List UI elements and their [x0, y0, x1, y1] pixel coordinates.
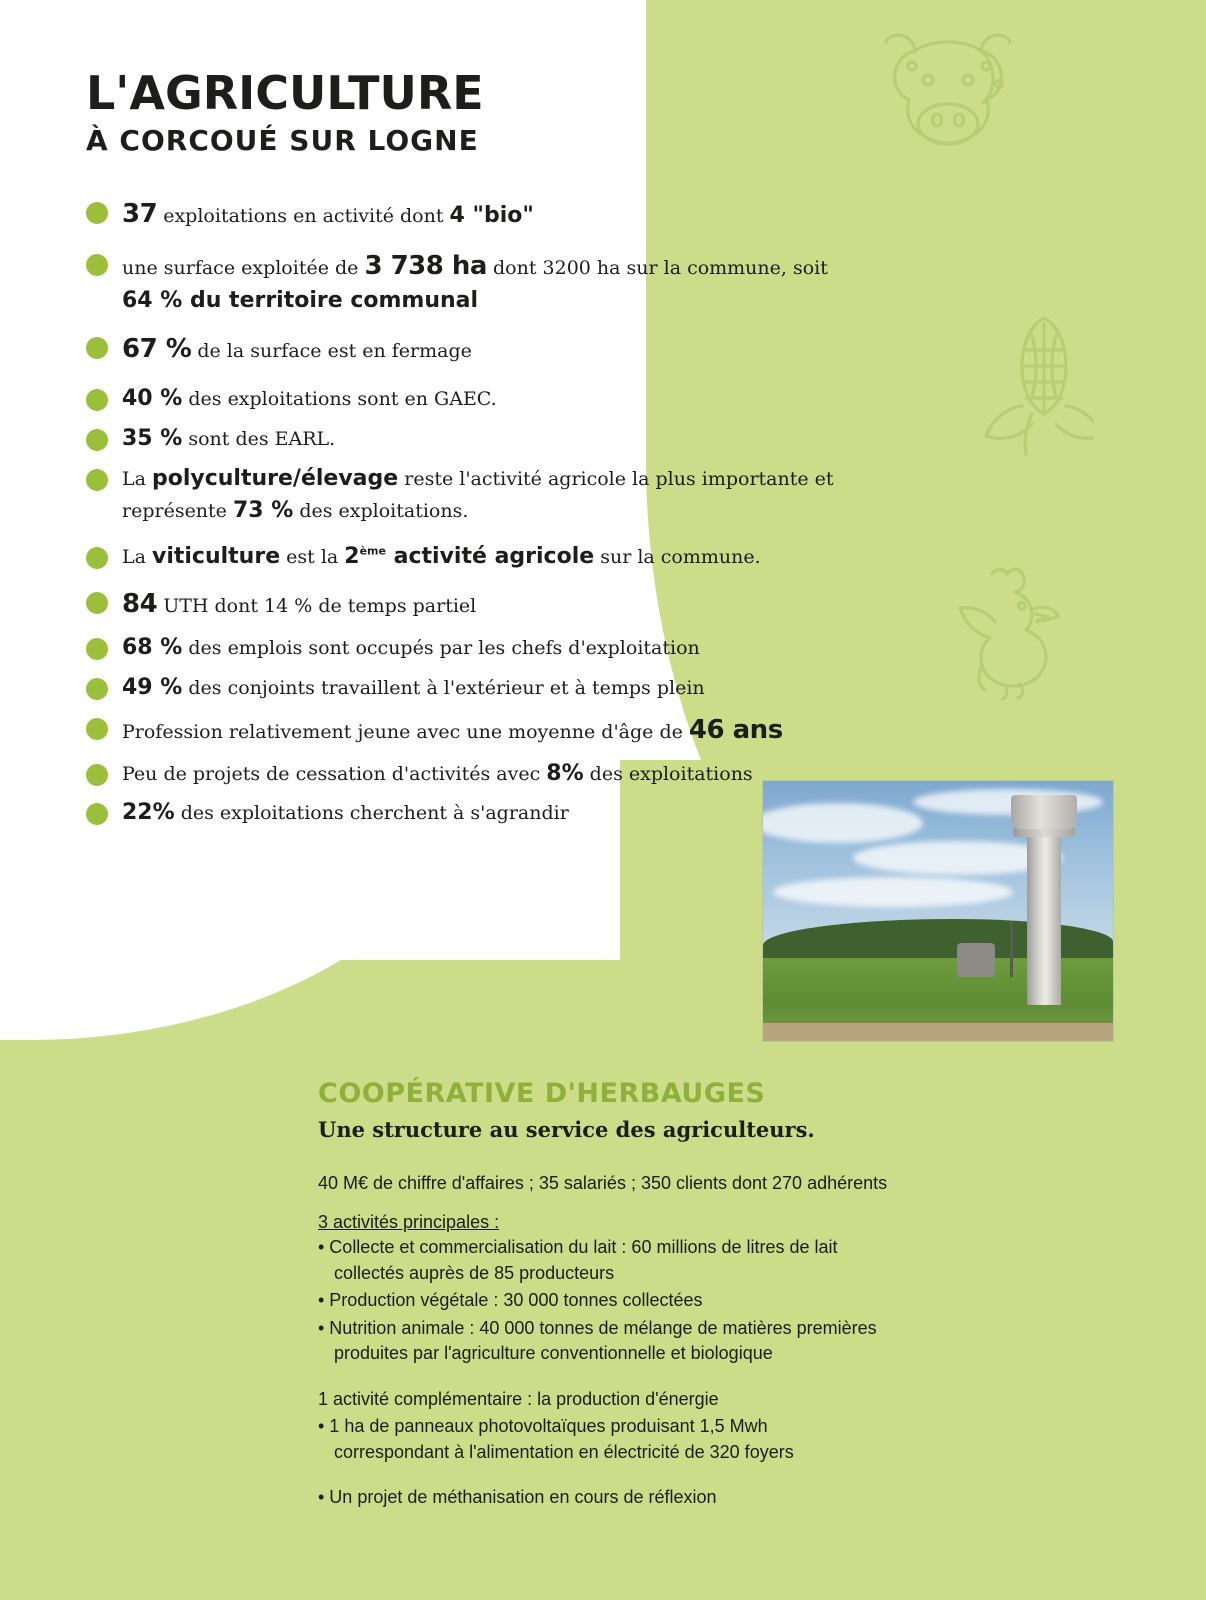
fact-part: des exploitations sont en GAEC.: [182, 387, 497, 410]
fact-item-emplois-chefs: [86, 632, 846, 664]
fact-text: [122, 758, 753, 790]
cooperative-figures: 40 M€ de chiffre d'affaires ; 35 salariés ; 350 clients dont 270 adhérents: [318, 1173, 888, 1193]
fact-part: 46 ans: [688, 714, 783, 745]
bullet-icon: [86, 547, 108, 569]
cooperative-subtitle: Une structure au service des agriculteurs.: [318, 1117, 815, 1142]
photo-cloud: [773, 877, 1013, 907]
fact-part: exploitations en activité dont: [157, 205, 450, 227]
fact-part: Profession relativement jeune avec une moyenne d'âge de: [122, 720, 689, 743]
fact-item-viticulture: [86, 541, 846, 573]
corn-icon: [974, 310, 1094, 465]
fact-item-polyculture: [86, 463, 846, 527]
fact-text: [122, 586, 476, 624]
fact-part: UTH dont 14 % de temps partiel: [157, 595, 477, 618]
fact-part: reste l'activité agricole la plus importante et représente: [122, 467, 834, 522]
fact-part: 35 %: [122, 425, 183, 451]
fact-item-earl: [86, 423, 846, 455]
hen-icon: [936, 560, 1066, 705]
fact-text: [122, 331, 472, 369]
bullet-icon: [86, 469, 108, 491]
fact-part: 84: [122, 589, 158, 620]
fact-part: une surface exploitée de: [122, 256, 365, 279]
page-subtitle: À CORCOUÉ SUR LOGNE: [86, 124, 479, 157]
page-title: L'AGRICULTURE: [86, 66, 484, 120]
fact-item-exploitations: [86, 196, 846, 234]
cooperative-activity-line: • Collecte et commercialisation du lait : 60 millions de litres de lait: [318, 1237, 838, 1258]
fact-item-conjoints: [86, 672, 846, 704]
fact-part: La: [122, 467, 152, 490]
fact-text: [122, 712, 783, 750]
bullet-icon: [86, 638, 108, 660]
fact-text: [122, 423, 335, 455]
fact-part: viticulture: [151, 543, 281, 569]
fact-part: 2ème activité agricole: [344, 543, 595, 569]
cooperative-activities-list: [318, 1235, 1018, 1367]
fact-part: est la: [280, 545, 345, 568]
fact-item-uth: [86, 586, 846, 624]
fact-text: [122, 672, 705, 704]
fact-item-age-moyen: [86, 712, 846, 750]
cooperative-complementary-item-line: • 1 ha de panneaux photovoltaïques produisant 1,5 Mwh: [318, 1416, 768, 1437]
fact-part: 40 %: [122, 385, 183, 411]
fact-text: [122, 383, 497, 415]
fact-part: Peu de projets de cessation d'activités avec: [122, 762, 547, 785]
fact-item-cessation: [86, 758, 846, 790]
bullet-icon: [86, 337, 108, 359]
cooperative-title: COOPÉRATIVE D'HERBAUGES: [318, 1078, 766, 1109]
photo-dirt-path: [763, 1023, 1113, 1041]
fact-item-surface: [86, 248, 846, 318]
fact-part: 49 %: [122, 674, 183, 700]
fact-part: 73 %: [232, 497, 294, 523]
cooperative-activity: [318, 1235, 1018, 1286]
fact-part: 4 "bio": [449, 203, 534, 228]
fact-part: soit: [792, 256, 828, 279]
cooperative-project: • Un projet de méthanisation en cours de réflexion: [318, 1487, 717, 1508]
bullet-icon: [86, 718, 108, 740]
cow-icon: [868, 28, 1028, 163]
fact-part: 22%: [122, 800, 175, 826]
bullet-icon: [86, 803, 108, 825]
bullet-icon: [86, 592, 108, 614]
fact-text: [122, 248, 846, 318]
fact-text: [122, 463, 846, 527]
photo-water-tower-top: [1011, 795, 1077, 829]
fact-part: 67 %: [122, 334, 192, 365]
fact-text: [122, 632, 700, 664]
fact-part: 37: [122, 199, 158, 229]
fact-part: des exploitations: [583, 762, 753, 785]
fact-part: 64 % du territoire communal: [122, 288, 479, 314]
bullet-icon: [86, 764, 108, 786]
fact-part: sont des EARL.: [182, 427, 336, 450]
fact-part: 68 %: [122, 635, 183, 661]
bullet-icon: [86, 429, 108, 451]
fact-item-agrandir: [86, 797, 846, 829]
fact-part: 8%: [546, 760, 584, 786]
cooperative-activities-heading: 3 activités principales :: [318, 1212, 500, 1233]
fact-item-gaec: [86, 383, 846, 415]
fact-part: de la surface est en fermage: [191, 340, 472, 363]
facts-list: [86, 196, 846, 837]
fact-part: polyculture/élevage: [151, 465, 399, 491]
photo-water-tower: [762, 780, 1114, 1042]
fact-part: des conjoints travaillent à l'extérieur et à temps plein: [182, 676, 705, 699]
bullet-icon: [86, 678, 108, 700]
bullet-icon: [86, 389, 108, 411]
fact-text: [122, 196, 534, 234]
fact-part: sur la commune.: [594, 545, 761, 568]
bullet-icon: [86, 254, 108, 276]
fact-text: [122, 797, 569, 829]
cooperative-activity-line: • Nutrition animale : 40 000 tonnes de mélange de matières premières: [318, 1317, 877, 1338]
cooperative-complementary-heading: 1 activité complémentaire : la production d'énergie: [318, 1388, 719, 1409]
fact-part: des exploitations.: [293, 499, 469, 522]
fact-part: des exploitations cherchent à s'agrandir: [174, 802, 569, 825]
fact-part: dont 3200 ha sur la commune,: [486, 256, 793, 279]
fact-part: La: [122, 545, 152, 568]
fact-part: des emplois sont occupés par les chefs d'exploitation: [182, 637, 700, 660]
photo-silo: [957, 943, 995, 977]
cooperative-activity: [318, 1288, 1018, 1314]
cooperative-complementary-item-line: correspondant à l'alimentation en électricité de 320 foyers: [334, 1441, 794, 1462]
page-title-block: [86, 66, 484, 157]
cooperative-activity-line: • Production végétale : 30 000 tonnes collectées: [318, 1290, 703, 1311]
cooperative-activity-line: collectés auprès de 85 producteurs: [334, 1262, 615, 1283]
cooperative-activity-line: produites par l'agriculture conventionnelle et biologique: [334, 1343, 773, 1364]
bullet-icon: [86, 202, 108, 224]
cooperative-activity: [318, 1316, 1018, 1367]
cooperative-complementary-list: [318, 1414, 1018, 1465]
fact-part: 3 738 ha: [364, 250, 487, 281]
cooperative-section: [318, 1078, 1018, 1513]
photo-utility-pole: [1010, 921, 1013, 977]
fact-text: [122, 541, 761, 573]
cooperative-complementary-item: [318, 1414, 1018, 1465]
fact-item-fermage: [86, 331, 846, 369]
